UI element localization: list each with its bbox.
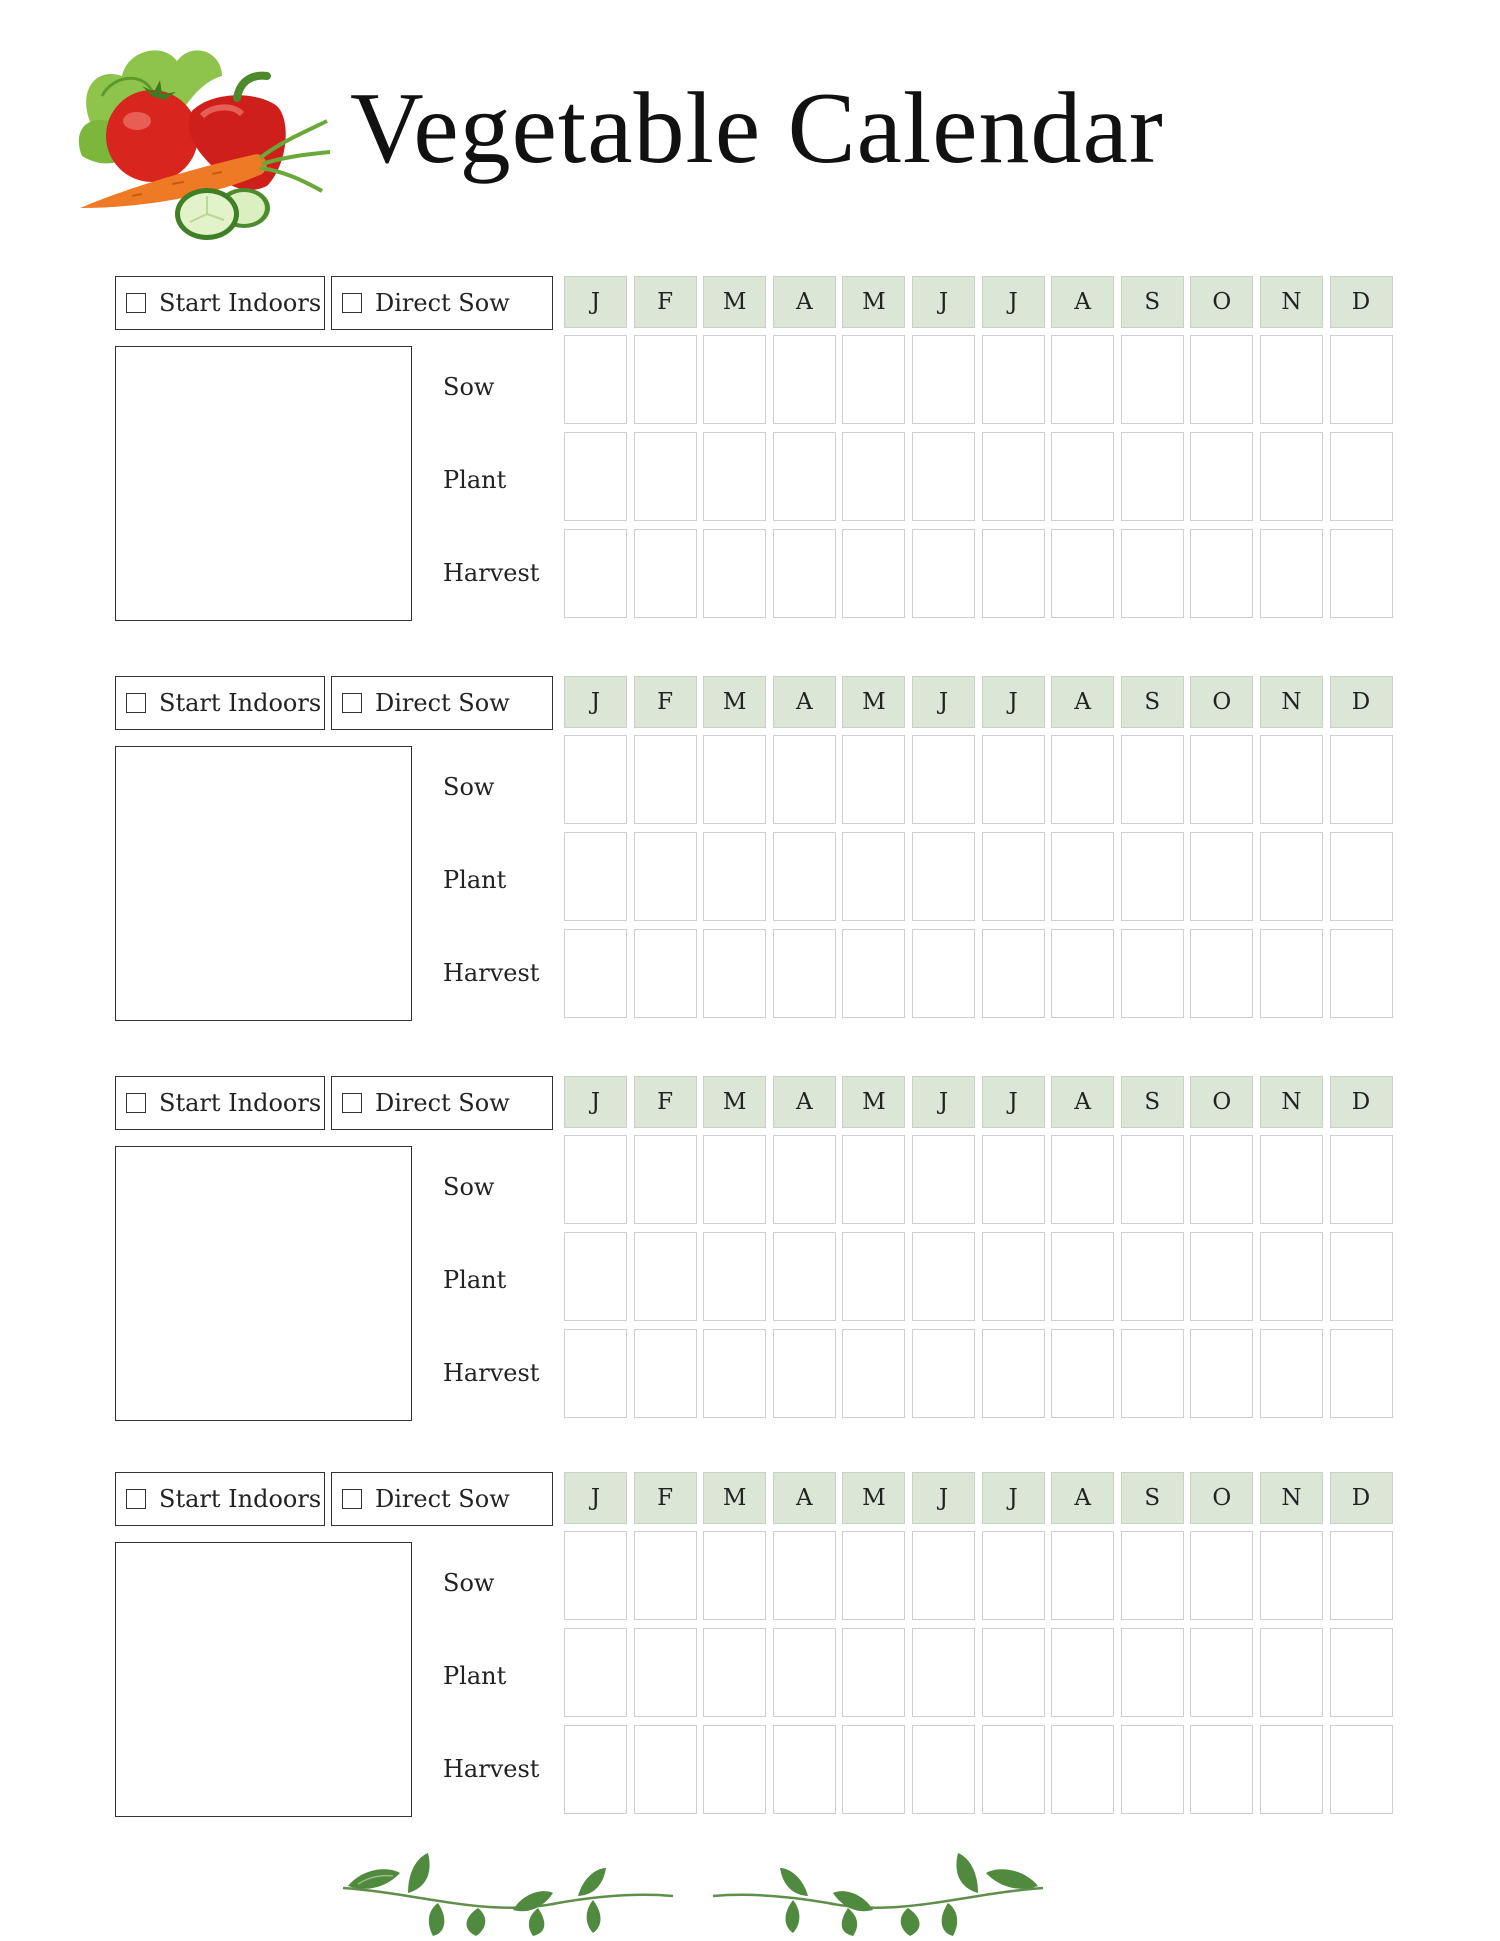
calendar-cell-sow[interactable] (634, 1531, 697, 1620)
calendar-cell-sow[interactable] (1121, 1531, 1184, 1620)
row-label-sow: Sow (443, 373, 495, 401)
calendar-cell-sow[interactable] (1051, 335, 1114, 424)
calendar-cell-harvest[interactable] (842, 1329, 905, 1418)
calendar-cell-sow[interactable] (773, 735, 836, 824)
calendar-cell-harvest[interactable] (1330, 529, 1393, 618)
row-label-plant: Plant (443, 1662, 507, 1690)
direct-sow-label: Direct Sow (375, 1089, 510, 1117)
month-header: M (703, 676, 766, 728)
calendar-cell-plant[interactable] (773, 1628, 836, 1717)
calendar-cell-plant[interactable] (634, 432, 697, 521)
row-label-harvest: Harvest (443, 1359, 540, 1387)
calendar-cell-harvest[interactable] (634, 1329, 697, 1418)
month-header: J (564, 1472, 627, 1524)
calendar-cell-sow[interactable] (703, 335, 766, 424)
calendar-cell-harvest[interactable] (634, 529, 697, 618)
calendar-cell-plant[interactable] (1051, 832, 1114, 921)
month-header: J (912, 1076, 975, 1128)
calendar-cell-sow[interactable] (1051, 735, 1114, 824)
direct-sow-label: Direct Sow (375, 1485, 510, 1513)
calendar-cell-harvest[interactable] (703, 929, 766, 1018)
calendar-cell-harvest[interactable] (842, 929, 905, 1018)
calendar-cell-plant[interactable] (1051, 432, 1114, 521)
row-label-sow: Sow (443, 773, 495, 801)
month-header: O (1190, 276, 1253, 328)
month-header: A (773, 676, 836, 728)
calendar-cell-plant[interactable] (912, 1628, 975, 1717)
month-header: J (564, 1076, 627, 1128)
start-indoors-option[interactable] (115, 1472, 325, 1526)
month-header: F (634, 676, 697, 728)
vegetable-photo-box[interactable] (115, 1542, 412, 1817)
calendar-cell-harvest[interactable] (1190, 529, 1253, 618)
calendar-cell-plant[interactable] (1330, 832, 1393, 921)
calendar-cell-sow[interactable] (634, 735, 697, 824)
vine-decoration-left (338, 1848, 678, 1938)
calendar-cell-harvest[interactable] (982, 1329, 1045, 1418)
calendar-cell-sow[interactable] (703, 735, 766, 824)
month-header: A (1051, 1472, 1114, 1524)
calendar-cell-plant[interactable] (1051, 1232, 1114, 1321)
vegetable-photo-box[interactable] (115, 746, 412, 1021)
calendar-cell-harvest[interactable] (1190, 1725, 1253, 1814)
calendar-cell-sow[interactable] (773, 1531, 836, 1620)
month-header: N (1260, 676, 1323, 728)
calendar-cell-plant[interactable] (773, 432, 836, 521)
month-header: D (1330, 276, 1393, 328)
calendar-cell-sow[interactable] (842, 1531, 905, 1620)
direct-sow-option[interactable] (331, 1076, 553, 1130)
start-indoors-checkbox[interactable] (126, 1093, 146, 1113)
calendar-cell-plant[interactable] (1190, 432, 1253, 521)
page-title: Vegetable Calendar (350, 72, 1164, 185)
calendar-cell-sow[interactable] (1121, 735, 1184, 824)
calendar-cell-sow[interactable] (564, 735, 627, 824)
calendar-cell-plant[interactable] (703, 1628, 766, 1717)
calendar-cell-plant[interactable] (1121, 1232, 1184, 1321)
calendar-cell-harvest[interactable] (634, 929, 697, 1018)
calendar-cell-sow[interactable] (912, 335, 975, 424)
direct-sow-option[interactable] (331, 276, 553, 330)
vegetable-section-3 (0, 1076, 1500, 1436)
calendar-cell-sow[interactable] (982, 1531, 1045, 1620)
calendar-cell-plant[interactable] (982, 832, 1045, 921)
direct-sow-checkbox[interactable] (342, 1489, 362, 1509)
month-header: S (1121, 1076, 1184, 1128)
calendar-cell-plant[interactable] (564, 432, 627, 521)
calendar-cell-harvest[interactable] (1260, 1725, 1323, 1814)
calendar-cell-harvest[interactable] (773, 1725, 836, 1814)
month-header: A (1051, 676, 1114, 728)
month-header: N (1260, 1076, 1323, 1128)
calendar-cell-harvest[interactable] (912, 1725, 975, 1814)
calendar-cell-plant[interactable] (1260, 1232, 1323, 1321)
calendar-cell-harvest[interactable] (564, 529, 627, 618)
direct-sow-option[interactable] (331, 1472, 553, 1526)
month-header: O (1190, 676, 1253, 728)
calendar-cell-plant[interactable] (912, 1232, 975, 1321)
month-header: J (912, 1472, 975, 1524)
calendar-cell-sow[interactable] (842, 1135, 905, 1224)
calendar-cell-plant[interactable] (1330, 1628, 1393, 1717)
calendar-cell-plant[interactable] (912, 832, 975, 921)
calendar-cell-sow[interactable] (912, 735, 975, 824)
calendar-cell-sow[interactable] (1190, 735, 1253, 824)
row-label-plant: Plant (443, 466, 507, 494)
calendar-cell-sow[interactable] (1330, 1531, 1393, 1620)
month-header: S (1121, 276, 1184, 328)
calendar-cell-plant[interactable] (1190, 832, 1253, 921)
calendar-cell-plant[interactable] (1121, 832, 1184, 921)
calendar-cell-harvest[interactable] (1121, 929, 1184, 1018)
calendar-cell-sow[interactable] (634, 335, 697, 424)
direct-sow-option[interactable] (331, 676, 553, 730)
row-label-plant: Plant (443, 1266, 507, 1294)
calendar-cell-sow[interactable] (982, 335, 1045, 424)
calendar-cell-harvest[interactable] (1330, 1329, 1393, 1418)
calendar-cell-harvest[interactable] (1260, 929, 1323, 1018)
calendar-cell-sow[interactable] (1051, 1531, 1114, 1620)
direct-sow-label: Direct Sow (375, 689, 510, 717)
start-indoors-label: Start Indoors (159, 1089, 322, 1117)
month-header: O (1190, 1472, 1253, 1524)
calendar-cell-sow[interactable] (564, 1531, 627, 1620)
calendar-cell-harvest[interactable] (634, 1725, 697, 1814)
month-header: S (1121, 676, 1184, 728)
row-label-harvest: Harvest (443, 1755, 540, 1783)
calendar-cell-plant[interactable] (703, 832, 766, 921)
month-header: M (842, 1472, 905, 1524)
month-header: M (703, 1076, 766, 1128)
calendar-cell-plant[interactable] (634, 832, 697, 921)
month-header: M (703, 1472, 766, 1524)
calendar-cell-plant[interactable] (982, 432, 1045, 521)
calendar-cell-plant[interactable] (1121, 1628, 1184, 1717)
calendar-cell-sow[interactable] (1260, 1531, 1323, 1620)
calendar-cell-sow[interactable] (1190, 1531, 1253, 1620)
month-header: J (982, 676, 1045, 728)
vegetable-photo-box[interactable] (115, 346, 412, 621)
direct-sow-checkbox[interactable] (342, 1093, 362, 1113)
calendar-cell-sow[interactable] (773, 1135, 836, 1224)
vegetable-section-1 (0, 276, 1500, 636)
calendar-cell-harvest[interactable] (982, 529, 1045, 618)
month-grid (564, 1472, 1393, 1814)
month-header: M (703, 276, 766, 328)
calendar-cell-plant[interactable] (564, 1628, 627, 1717)
calendar-cell-harvest[interactable] (1121, 529, 1184, 618)
month-header: M (842, 676, 905, 728)
month-header: A (773, 1472, 836, 1524)
calendar-cell-harvest[interactable] (982, 1725, 1045, 1814)
calendar-cell-harvest[interactable] (773, 1329, 836, 1418)
month-header: F (634, 1472, 697, 1524)
direct-sow-checkbox[interactable] (342, 693, 362, 713)
calendar-cell-plant[interactable] (1121, 432, 1184, 521)
month-header: N (1260, 1472, 1323, 1524)
row-label-harvest: Harvest (443, 559, 540, 587)
calendar-cell-sow[interactable] (634, 1135, 697, 1224)
calendar-cell-sow[interactable] (1330, 735, 1393, 824)
row-label-plant: Plant (443, 866, 507, 894)
start-indoors-checkbox[interactable] (126, 693, 146, 713)
calendar-cell-sow[interactable] (564, 1135, 627, 1224)
calendar-cell-harvest[interactable] (1051, 529, 1114, 618)
calendar-cell-sow[interactable] (1330, 1135, 1393, 1224)
calendar-cell-harvest[interactable] (1121, 1725, 1184, 1814)
calendar-cell-harvest[interactable] (1051, 929, 1114, 1018)
row-label-sow: Sow (443, 1173, 495, 1201)
row-label-sow: Sow (443, 1569, 495, 1597)
calendar-cell-plant[interactable] (773, 832, 836, 921)
calendar-cell-harvest[interactable] (1051, 1329, 1114, 1418)
calendar-cell-plant[interactable] (564, 832, 627, 921)
calendar-cell-sow[interactable] (1330, 335, 1393, 424)
month-header: D (1330, 1472, 1393, 1524)
month-header: J (982, 1076, 1045, 1128)
calendar-cell-harvest[interactable] (773, 529, 836, 618)
calendar-cell-plant[interactable] (842, 1232, 905, 1321)
calendar-cell-plant[interactable] (1260, 1628, 1323, 1717)
calendar-cell-harvest[interactable] (703, 1329, 766, 1418)
start-indoors-checkbox[interactable] (126, 1489, 146, 1509)
month-header: F (634, 1076, 697, 1128)
start-indoors-option[interactable] (115, 1076, 325, 1130)
calendar-cell-sow[interactable] (703, 1135, 766, 1224)
calendar-cell-sow[interactable] (982, 1135, 1045, 1224)
calendar-cell-sow[interactable] (1051, 1135, 1114, 1224)
calendar-cell-plant[interactable] (564, 1232, 627, 1321)
vegetable-section-4 (0, 1472, 1500, 1832)
calendar-cell-harvest[interactable] (982, 929, 1045, 1018)
month-header: J (912, 676, 975, 728)
calendar-cell-sow[interactable] (773, 335, 836, 424)
calendar-cell-plant[interactable] (1330, 1232, 1393, 1321)
calendar-cell-sow[interactable] (1260, 735, 1323, 824)
month-header: M (842, 1076, 905, 1128)
month-grid (564, 276, 1393, 618)
start-indoors-checkbox[interactable] (126, 293, 146, 313)
month-header: J (982, 1472, 1045, 1524)
vegetable-photo-box[interactable] (115, 1146, 412, 1421)
calendar-cell-plant[interactable] (1330, 432, 1393, 521)
calendar-cell-harvest[interactable] (1330, 929, 1393, 1018)
calendar-cell-harvest[interactable] (703, 529, 766, 618)
month-header: N (1260, 276, 1323, 328)
calendar-cell-harvest[interactable] (1051, 1725, 1114, 1814)
calendar-cell-sow[interactable] (1260, 1135, 1323, 1224)
vine-decoration-right (708, 1848, 1048, 1938)
month-header: A (1051, 276, 1114, 328)
calendar-cell-harvest[interactable] (773, 929, 836, 1018)
calendar-cell-plant[interactable] (842, 1628, 905, 1717)
calendar-cell-plant[interactable] (1190, 1628, 1253, 1717)
calendar-cell-harvest[interactable] (564, 929, 627, 1018)
month-header: A (773, 1076, 836, 1128)
calendar-cell-sow[interactable] (912, 1135, 975, 1224)
calendar-cell-plant[interactable] (842, 832, 905, 921)
calendar-cell-plant[interactable] (1051, 1628, 1114, 1717)
calendar-cell-sow[interactable] (1190, 335, 1253, 424)
calendar-cell-harvest[interactable] (564, 1329, 627, 1418)
vegetables-illustration (72, 36, 332, 248)
month-header: J (982, 276, 1045, 328)
start-indoors-option[interactable] (115, 676, 325, 730)
calendar-cell-harvest[interactable] (912, 529, 975, 618)
month-grid (564, 676, 1393, 1018)
calendar-cell-harvest[interactable] (1121, 1329, 1184, 1418)
calendar-cell-sow[interactable] (842, 335, 905, 424)
start-indoors-label: Start Indoors (159, 1485, 322, 1513)
calendar-cell-harvest[interactable] (842, 1725, 905, 1814)
calendar-cell-sow[interactable] (1121, 1135, 1184, 1224)
month-header: D (1330, 1076, 1393, 1128)
calendar-cell-harvest[interactable] (1260, 1329, 1323, 1418)
calendar-cell-harvest[interactable] (703, 1725, 766, 1814)
month-header: A (1051, 1076, 1114, 1128)
calendar-cell-sow[interactable] (1260, 335, 1323, 424)
month-header: S (1121, 1472, 1184, 1524)
start-indoors-label: Start Indoors (159, 289, 322, 317)
calendar-cell-sow[interactable] (703, 1531, 766, 1620)
calendar-cell-sow[interactable] (1190, 1135, 1253, 1224)
calendar-cell-harvest[interactable] (842, 529, 905, 618)
calendar-cell-harvest[interactable] (1190, 1329, 1253, 1418)
calendar-cell-harvest[interactable] (564, 1725, 627, 1814)
calendar-cell-sow[interactable] (842, 735, 905, 824)
calendar-cell-plant[interactable] (842, 432, 905, 521)
calendar-cell-plant[interactable] (1260, 832, 1323, 921)
month-header: J (564, 676, 627, 728)
month-header: A (773, 276, 836, 328)
calendar-cell-plant[interactable] (634, 1232, 697, 1321)
vegetable-section-2 (0, 676, 1500, 1036)
month-header: D (1330, 676, 1393, 728)
month-grid (564, 1076, 1393, 1418)
row-label-harvest: Harvest (443, 959, 540, 987)
calendar-cell-plant[interactable] (982, 1628, 1045, 1717)
month-header: O (1190, 1076, 1253, 1128)
month-header: J (564, 276, 627, 328)
calendar-cell-harvest[interactable] (1190, 929, 1253, 1018)
calendar-cell-harvest[interactable] (912, 929, 975, 1018)
month-header: F (634, 276, 697, 328)
calendar-cell-sow[interactable] (1121, 335, 1184, 424)
calendar-cell-plant[interactable] (773, 1232, 836, 1321)
calendar-cell-sow[interactable] (982, 735, 1045, 824)
month-header: J (912, 276, 975, 328)
calendar-cell-plant[interactable] (703, 1232, 766, 1321)
start-indoors-label: Start Indoors (159, 689, 322, 717)
direct-sow-label: Direct Sow (375, 289, 510, 317)
month-header: M (842, 276, 905, 328)
calendar-cell-plant[interactable] (912, 432, 975, 521)
calendar-cell-plant[interactable] (703, 432, 766, 521)
calendar-cell-plant[interactable] (982, 1232, 1045, 1321)
calendar-cell-harvest[interactable] (1260, 529, 1323, 618)
calendar-cell-plant[interactable] (634, 1628, 697, 1717)
calendar-cell-sow[interactable] (564, 335, 627, 424)
start-indoors-option[interactable] (115, 276, 325, 330)
calendar-cell-sow[interactable] (912, 1531, 975, 1620)
calendar-cell-plant[interactable] (1190, 1232, 1253, 1321)
direct-sow-checkbox[interactable] (342, 293, 362, 313)
calendar-cell-harvest[interactable] (1330, 1725, 1393, 1814)
calendar-cell-plant[interactable] (1260, 432, 1323, 521)
calendar-cell-harvest[interactable] (912, 1329, 975, 1418)
